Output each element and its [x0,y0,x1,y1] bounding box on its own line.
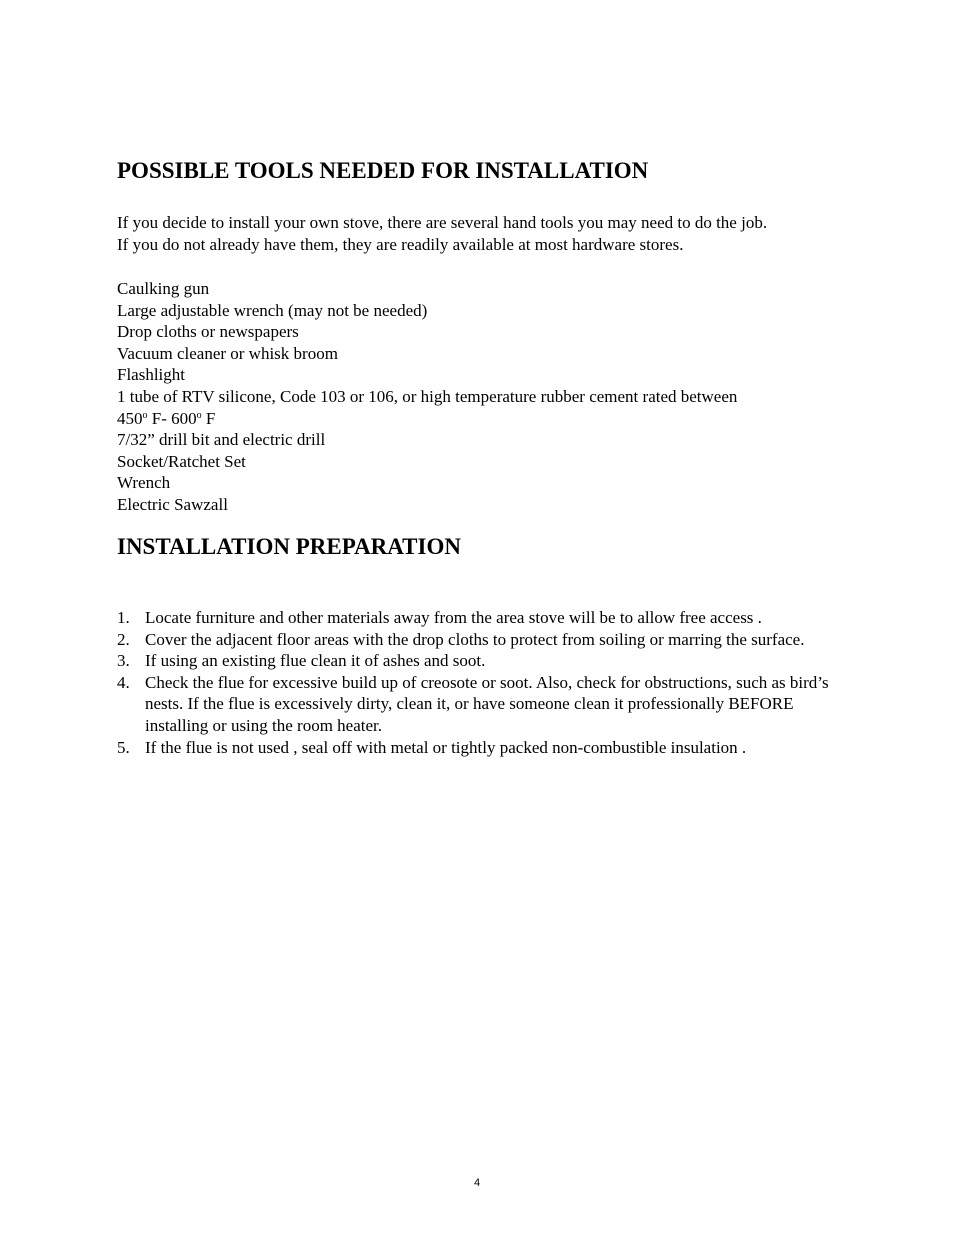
step-text: Check the flue for excessive build up of creosote or soot. Also, check for obstructions, such as bird’s nests. If the flue is excessively dirty, clean it, or have someone clean it professionally BEFORE installing or using the room heater. [145,672,829,735]
list-item: Drop cloths or newspapers [117,322,299,342]
tools-list [117,278,737,516]
temp-high-unit: F [201,408,216,428]
step-number: 4. [117,672,130,692]
tools-intro-line-2: If you do not already have them, they are readily available at most hardware stores. [117,235,684,254]
list-item: Large adjustable wrench (may not be needed) [117,300,428,320]
step-item [117,737,847,759]
step-number: 5. [117,737,130,757]
temperature-range [117,408,737,430]
list-item: Flashlight [117,365,186,385]
step-text: If using an existing flue clean it of ashes and soot. [145,651,486,671]
degree-mark: o [196,409,202,421]
temp-low: 450 [117,408,143,428]
list-item: Wrench [117,473,171,493]
step-number: 3. [117,651,130,671]
list-item: Vacuum cleaner or whisk broom [117,343,338,363]
preparation-heading: INSTALLATION PREPARATION [117,534,461,559]
list-item: Socket/Ratchet Set [117,451,246,471]
step-item [117,650,847,672]
degree-mark: o [142,409,148,421]
temp-high: 600 [171,408,197,428]
list-item: Caulking gun [117,279,210,298]
list-item: Electric Sawzall [117,494,228,514]
step-text: If the flue is not used , seal off with metal or tightly packed non-combustible insulation . [145,737,747,757]
list-item: 1 tube of RTV silicone, Code 103 or 106, or high temperature rubber cement rated between [117,386,738,406]
step-item [117,607,847,629]
step-number: 2. [117,629,130,649]
tools-heading: POSSIBLE TOOLS NEEDED FOR INSTALLATION [117,158,649,183]
step-text: Cover the adjacent floor areas with the drop cloths to protect from soiling or marring the surface. [145,629,805,649]
temp-low-unit: F- [147,408,172,428]
step-item [117,672,847,737]
tools-intro-line-1: If you decide to install your own stove, there are several hand tools you may need to do the job. [117,213,768,232]
preparation-steps [117,607,847,758]
page-number: 4 [473,1177,481,1189]
step-item [117,629,847,651]
step-number: 1. [117,608,130,627]
tools-intro [117,212,847,256]
step-text: Locate furniture and other materials away from the area stove will be to allow free access . [145,608,762,627]
list-item: 7/32” drill bit and electric drill [117,430,326,450]
